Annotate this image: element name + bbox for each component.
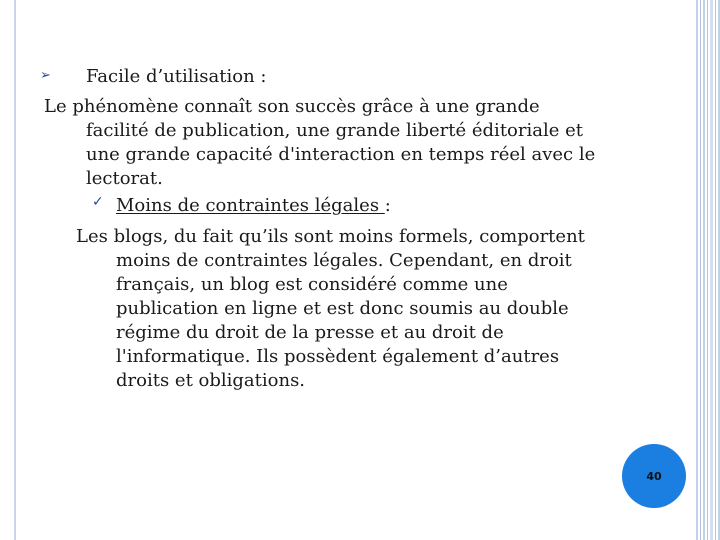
checkmark-bullet-icon: ✓ [92, 194, 104, 210]
paragraph-1-line: une grande capacité d'interaction en temps réel avec le [86, 144, 596, 165]
border-stripe [703, 0, 705, 540]
border-stripe [700, 0, 701, 540]
paragraph-2-line: moins de contraintes légales. Cependant, en droit [116, 250, 572, 271]
paragraph-1-line: lectorat. [86, 168, 163, 189]
page-number: 40 [646, 469, 662, 483]
heading-colon: : [384, 195, 391, 216]
border-stripe [715, 0, 716, 540]
page-number-badge [622, 444, 686, 508]
paragraph-1-line: Le phénomène connaît son succès grâce à une grande [44, 96, 540, 117]
heading-moins-contraintes [116, 194, 391, 218]
heading-facile-utilisation: Facile d’utilisation : [86, 66, 267, 87]
paragraph-2-line: Les blogs, du fait qu’ils sont moins formels, comportent [76, 226, 585, 247]
border-stripe [710, 0, 713, 540]
paragraph-2-line: régime du droit de la presse et au droit de [116, 322, 504, 343]
paragraph-2-line: droits et obligations. [116, 370, 306, 391]
paragraph-1-line: facilité de publication, une grande liberté éditoriale et [86, 120, 583, 141]
heading-moins-contraintes-label: Moins de contraintes légales [116, 195, 385, 216]
paragraph-2-line: publication en ligne et est donc soumis au double [116, 298, 569, 319]
border-stripe [707, 0, 708, 540]
paragraph-2-line: l'informatique. Ils possèdent également d’autres [116, 346, 560, 367]
paragraph-2-line: français, un blog est considéré comme une [116, 274, 508, 295]
border-stripe [696, 0, 698, 540]
left-border-line [14, 0, 16, 540]
right-decorative-border [696, 0, 720, 540]
arrow-bullet-icon: ➢ [40, 68, 51, 83]
